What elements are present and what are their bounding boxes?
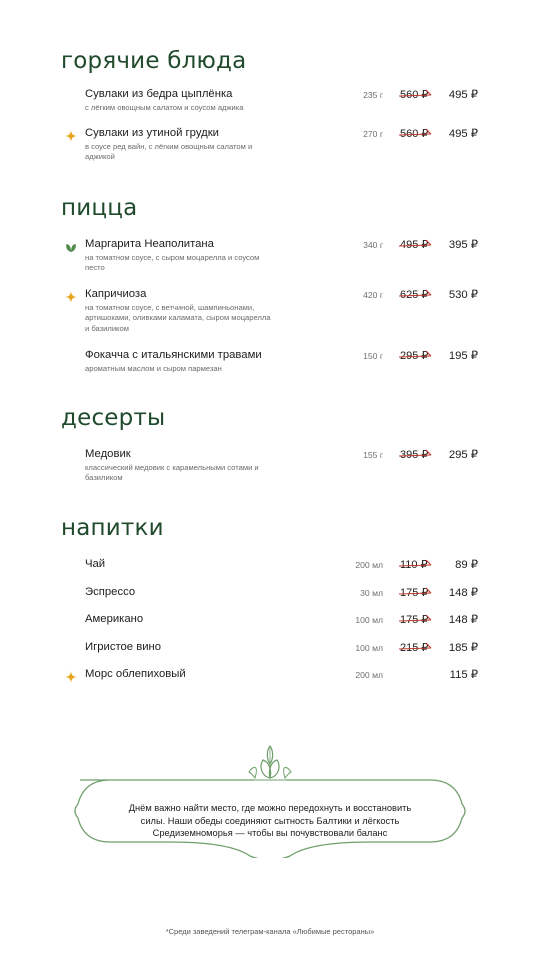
strikethrough-icon — [398, 289, 434, 301]
item-price: 195 ₽ — [448, 350, 478, 362]
item-weight: 100 мл — [355, 615, 383, 625]
old-price: 295 ₽ — [400, 349, 428, 362]
item-description: классический медовик с карамельными сотами и базиликом — [85, 463, 259, 483]
strikethrough-icon — [398, 559, 434, 571]
item-name: Маргарита Неаполитана — [85, 238, 214, 250]
item-price: 395 ₽ — [448, 239, 478, 251]
item-price: 295 ₽ — [448, 449, 478, 461]
strikethrough-icon — [398, 239, 434, 251]
strikethrough-icon — [398, 89, 434, 101]
item-price: 185 ₽ — [448, 642, 478, 654]
section-title-desserts: десерты — [61, 405, 166, 431]
old-price: 175 ₽ — [400, 586, 428, 599]
item-name: Эспрессо — [85, 586, 136, 598]
item-weight: 100 мл — [355, 643, 383, 653]
footnote: *Среди заведений телеграм-канала «Любимые рестораны» — [165, 927, 375, 936]
item-description: на томатном соусе, с ветчиной, шампиньонами, артишоками, оливками каламата, сыром моцарелла и базиликом — [85, 303, 271, 333]
quote-line: Днём важно найти место, где можно передохнуть и восстановить — [128, 803, 412, 813]
strikethrough-icon — [398, 642, 434, 654]
section-title-hot: горячие блюда — [61, 48, 247, 74]
item-description: с лёгким овощным салатом и соусом аджика — [85, 103, 244, 112]
old-price: 625 ₽ — [400, 288, 428, 301]
star-icon — [65, 130, 77, 142]
leaf-icon — [65, 241, 77, 253]
item-price: 115 ₽ — [449, 669, 478, 681]
star-icon — [65, 671, 77, 683]
item-weight: 155 г — [363, 450, 383, 460]
old-price: 175 ₽ — [400, 613, 428, 626]
item-name: Сувлаки из бедра цыплёнка — [85, 88, 233, 100]
item-weight: 30 мл — [360, 588, 383, 598]
item-name: Чай — [85, 558, 106, 570]
old-price: 560 ₽ — [400, 127, 428, 140]
item-weight: 420 г — [363, 290, 383, 300]
item-price: 148 ₽ — [448, 614, 478, 626]
item-weight: 150 г — [363, 351, 383, 361]
item-price: 530 ₽ — [448, 289, 478, 301]
item-weight: 340 г — [363, 240, 383, 250]
section-title-pizza: пицца — [61, 195, 138, 221]
section-title-drinks: напитки — [61, 515, 164, 541]
item-name: Медовик — [85, 448, 131, 460]
strikethrough-icon — [398, 587, 434, 599]
old-price: 395 ₽ — [400, 448, 428, 461]
item-name: Американо — [85, 613, 144, 625]
old-price: 215 ₽ — [400, 641, 428, 654]
item-price: 148 ₽ — [448, 587, 478, 599]
item-description: в соусе ред вайн, с лёгким овощным салатом и аджикой — [85, 142, 253, 162]
strikethrough-icon — [398, 449, 434, 461]
item-price: 495 ₽ — [448, 128, 478, 140]
item-weight: 200 мл — [355, 560, 383, 570]
item-description: на томатном соусе, с сыром моцарелла и соусом песто — [85, 253, 260, 273]
quote-text — [100, 802, 440, 840]
star-icon — [65, 291, 77, 303]
item-name: Капричиоза — [85, 288, 147, 300]
item-name: Фокачча с итальянскими травами — [85, 349, 262, 361]
strikethrough-icon — [398, 614, 434, 626]
item-price: 495 ₽ — [448, 89, 478, 101]
old-price: 495 ₽ — [400, 238, 428, 251]
item-weight: 200 мл — [355, 670, 383, 680]
quote-line: Средиземноморья — чтобы вы почувствовали баланс — [152, 828, 388, 838]
item-price: 89 ₽ — [455, 559, 478, 571]
item-name: Сувлаки из утиной грудки — [85, 127, 219, 139]
quote-line: силы. Наши обеды соединяют сытность Балтики и лёгкость — [140, 815, 400, 826]
item-name: Морс облепиховый — [85, 668, 186, 680]
old-price: 560 ₽ — [400, 88, 428, 101]
item-description: ароматным маслом и сыром пармезан — [85, 364, 222, 373]
item-name: Игристое вино — [85, 641, 162, 653]
old-price: 110 ₽ — [400, 558, 428, 571]
item-weight: 235 г — [363, 90, 383, 100]
strikethrough-icon — [398, 350, 434, 362]
item-weight: 270 г — [363, 129, 383, 139]
strikethrough-icon — [398, 128, 434, 140]
